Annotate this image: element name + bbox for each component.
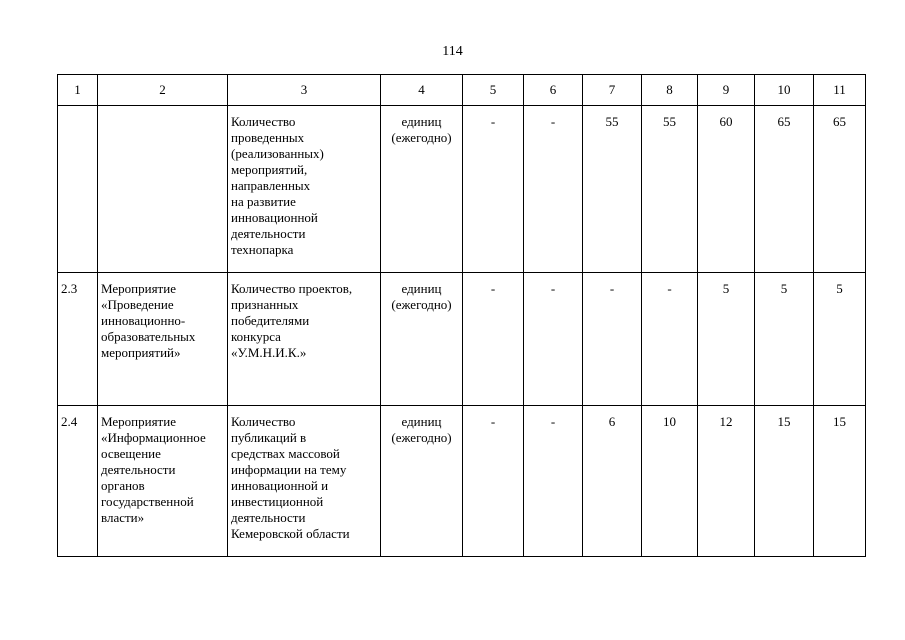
value-cell: -: [463, 273, 524, 406]
event-name: [98, 106, 228, 273]
column-header: 9: [698, 75, 755, 106]
value-cell: -: [524, 406, 583, 557]
row-number: 2.3: [58, 273, 98, 406]
value-cell: 55: [642, 106, 698, 273]
value-cell: -: [463, 406, 524, 557]
value-cell: 60: [698, 106, 755, 273]
row-number: 2.4: [58, 406, 98, 557]
value-cell: -: [524, 273, 583, 406]
value-cell: 15: [755, 406, 814, 557]
event-name: Мероприятие «Информационное освещение деятельности органов государственной власти»: [98, 406, 228, 557]
column-header: 1: [58, 75, 98, 106]
indicator-name: Количество проектов, признанных победителями конкурса «У.М.Н.И.К.»: [228, 273, 381, 406]
unit-cell: единиц (ежегодно): [381, 273, 463, 406]
column-header: 3: [228, 75, 381, 106]
value-cell: 5: [698, 273, 755, 406]
column-header: 10: [755, 75, 814, 106]
value-cell: 6: [583, 406, 642, 557]
indicator-name: Количество проведенных (реализованных) мероприятий, направленных на развитие инновационной деятельности технопарка: [228, 106, 381, 273]
value-cell: 5: [814, 273, 866, 406]
value-cell: -: [642, 273, 698, 406]
page-number: 114: [442, 44, 463, 59]
header-row: [58, 75, 866, 106]
indicators-table: [57, 74, 866, 557]
column-header: 4: [381, 75, 463, 106]
value-cell: -: [524, 106, 583, 273]
table-row: [58, 106, 866, 273]
value-cell: 65: [755, 106, 814, 273]
column-header: 6: [524, 75, 583, 106]
column-header: 2: [98, 75, 228, 106]
column-header: 5: [463, 75, 524, 106]
unit-cell: единиц (ежегодно): [381, 106, 463, 273]
value-cell: 15: [814, 406, 866, 557]
column-header: 7: [583, 75, 642, 106]
row-number: [58, 106, 98, 273]
value-cell: -: [583, 273, 642, 406]
value-cell: 12: [698, 406, 755, 557]
column-header: 8: [642, 75, 698, 106]
value-cell: 55: [583, 106, 642, 273]
table-row: [58, 406, 866, 557]
column-header: 11: [814, 75, 866, 106]
indicator-name: Количество публикаций в средствах массовой информации на тему инновационной и инвестиционной деятельности Кемеровской области: [228, 406, 381, 557]
event-name: Мероприятие «Проведение инновационно- образовательных мероприятий»: [98, 273, 228, 406]
value-cell: -: [463, 106, 524, 273]
value-cell: 5: [755, 273, 814, 406]
value-cell: 65: [814, 106, 866, 273]
value-cell: 10: [642, 406, 698, 557]
table-row: [58, 273, 866, 406]
unit-cell: единиц (ежегодно): [381, 406, 463, 557]
